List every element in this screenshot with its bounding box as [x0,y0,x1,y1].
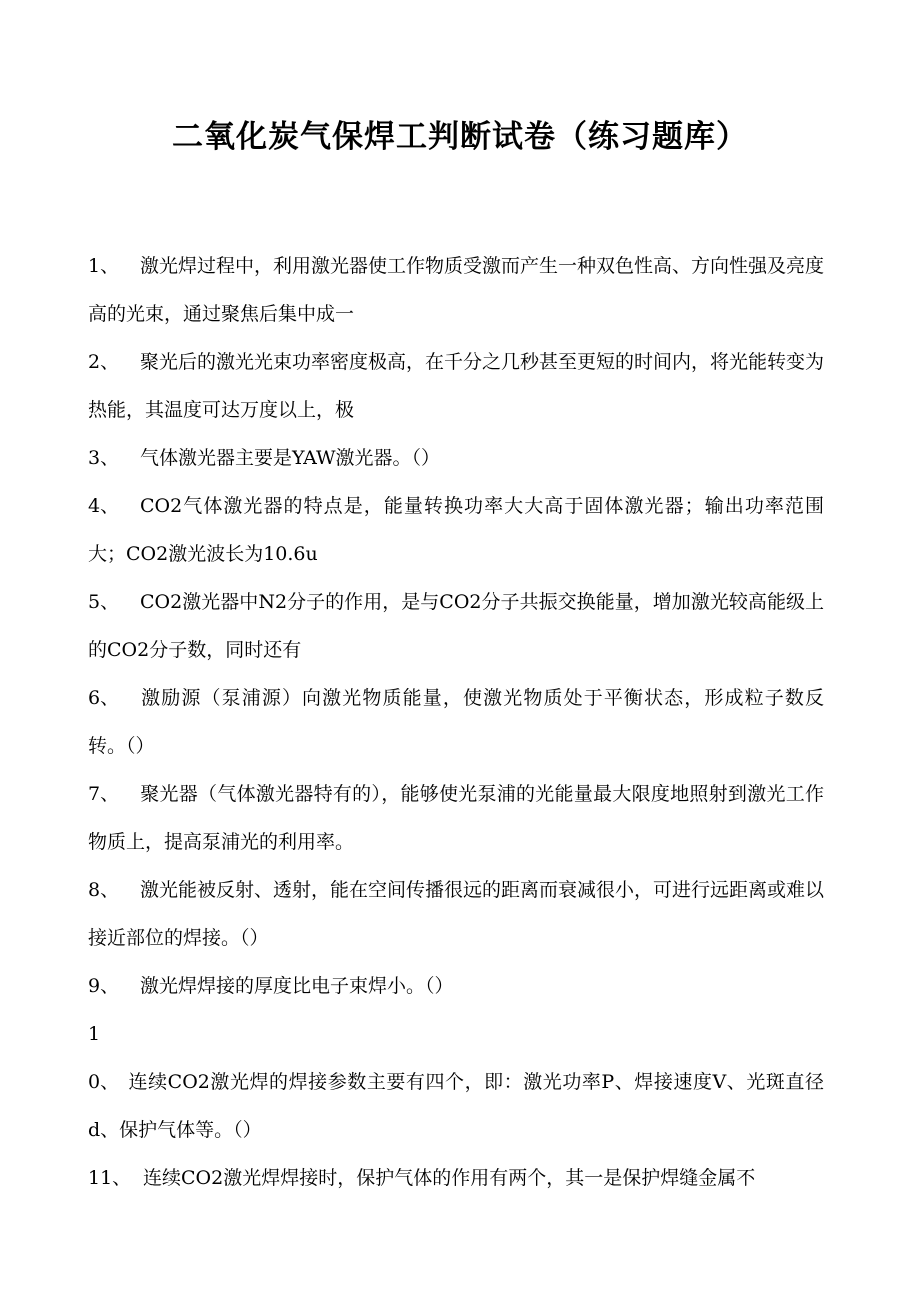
question-text: 连续CO2激光焊焊接时，保护气体的作用有两个，其一是保护焊缝金属不 [143,1167,756,1189]
question-item [88,1154,824,1202]
question-text: 激励源（泵浦源）向激光物质能量，使激光物质处于平衡状态，形成粒子数反转。（） [88,687,824,757]
question-item [88,770,824,866]
question-number: 10、 [88,1023,120,1093]
question-item [88,242,824,338]
question-number: 7、 [88,783,120,805]
question-number: 5、 [88,591,120,613]
question-text: 连续CO2激光焊的焊接参数主要有四个，即：激光功率P、焊接速度V、光斑直径d、保护气体等。（） [88,1071,824,1141]
question-number: 3、 [88,447,120,469]
question-item [88,674,824,770]
question-text: 聚光后的激光光束功率密度极高，在千分之几秒甚至更短的时间内，将光能转变为热能，其温度可达万度以上，极 [88,351,825,421]
question-item [88,578,824,674]
question-number: 11、 [88,1167,132,1189]
question-number: 8、 [88,879,120,901]
question-item [88,866,824,962]
document-title: 二氧化炭气保焊工判断试卷（练习题库） [172,119,748,155]
question-item [88,1010,824,1154]
question-item [88,482,824,578]
question-number: 6、 [88,687,120,709]
question-text: 激光焊焊接的厚度比电子束焊小。（） [140,975,454,997]
question-number: 1、 [88,255,120,277]
question-list [88,242,824,1202]
question-number: 4、 [88,495,120,517]
question-text: 气体激光器主要是YAW激光器。（） [140,447,441,469]
question-number: 2、 [88,351,120,373]
question-number: 9、 [88,975,120,997]
question-text: CO2气体激光器的特点是，能量转换功率大大高于固体激光器；输出功率范围大；CO2激光波长为10.6u [88,495,824,565]
question-item [88,338,824,434]
question-text: 激光能被反射、透射，能在空间传播很远的距离而衰减很小，可进行远距离或难以接近部位的焊接。（） [88,879,825,949]
question-text: CO2激光器中N2分子的作用，是与CO2分子共振交换能量，增加激光较高能级上的CO2分子数，同时还有 [88,591,824,661]
question-item [88,962,824,1010]
question-item [88,434,824,482]
question-text: 聚光器（气体激光器特有的），能够使光泵浦的光能量最大限度地照射到激光工作物质上，提高泵浦光的利用率。 [88,783,824,853]
question-text: 激光焊过程中，利用激光器使工作物质受激而产生一种双色性高、方向性强及亮度高的光束，通过聚焦后集中成一 [88,255,825,325]
